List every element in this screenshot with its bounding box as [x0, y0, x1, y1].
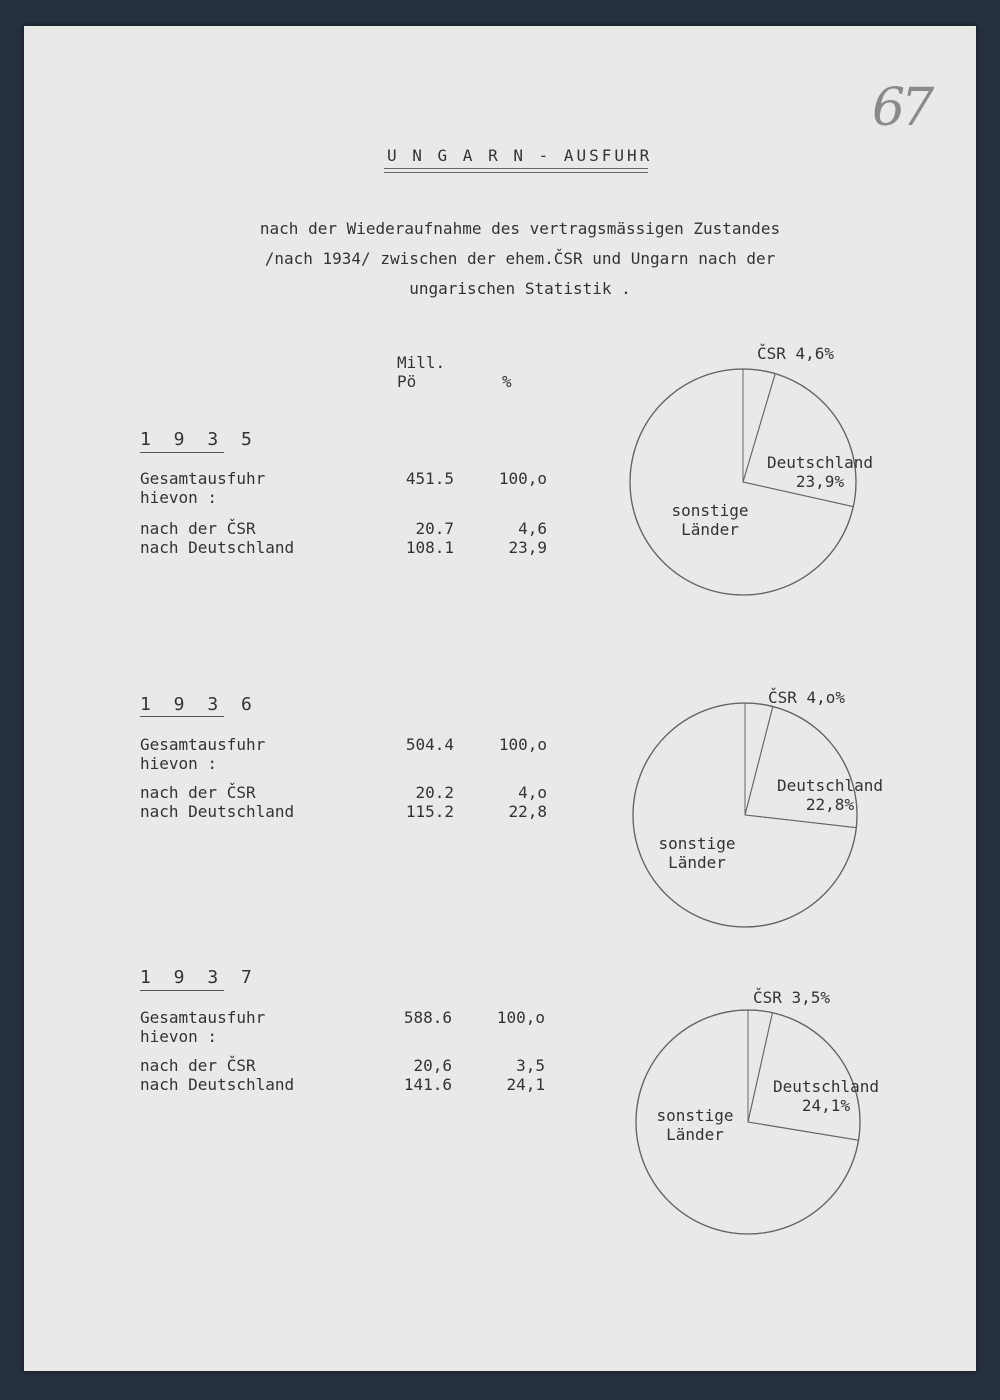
label-de: nach Deutschland	[140, 1075, 295, 1094]
pie-label-de-name: Deutschland	[777, 776, 883, 795]
pie-label-sonstige	[642, 834, 752, 872]
csr-percent: 4,o	[518, 783, 547, 802]
pie-label-de-pct: 24,1%	[801, 1096, 851, 1115]
pie-label-rest-1: sonstige	[671, 501, 749, 520]
de-value: 115.2	[405, 802, 454, 821]
label-hievon: hievon :	[140, 1027, 218, 1046]
pie-label-de-pct: 22,8%	[805, 795, 855, 814]
label-de: nach Deutschland	[140, 802, 295, 821]
total-percent: 100,o	[498, 469, 547, 488]
total-value: 588.6	[403, 1008, 452, 1027]
pie-label-deutschland	[760, 1077, 892, 1115]
pie-label-deutschland	[765, 776, 895, 814]
column-header-unit-line2: Pö	[397, 372, 417, 391]
year-heading: 1 9 3 5	[140, 429, 258, 450]
pie-label-deutschland	[755, 453, 885, 491]
column-header-unit-line1: Mill.	[397, 353, 446, 372]
pie-label-csr: ČSR 4,o%	[768, 688, 846, 707]
label-hievon: hievon :	[140, 754, 218, 773]
pie-chart-1936	[633, 703, 857, 927]
label-total: Gesamtausfuhr	[140, 469, 266, 488]
label-de: nach Deutschland	[140, 538, 295, 557]
pie-label-sonstige	[640, 1106, 750, 1144]
pie-label-de-name: Deutschland	[767, 453, 873, 472]
de-value: 141.6	[403, 1075, 452, 1094]
label-total: Gesamtausfuhr	[140, 735, 266, 754]
document-title: U N G A R N - AUSFUHR	[387, 146, 653, 165]
pie-label-csr: ČSR 4,6%	[757, 344, 835, 363]
total-value: 504.4	[405, 735, 454, 754]
pie-label-rest-1: sonstige	[658, 834, 736, 853]
de-percent: 23,9	[508, 538, 547, 557]
de-value: 108.1	[405, 538, 454, 557]
label-csr: nach der ČSR	[140, 783, 256, 802]
year-heading: 1 9 3 7	[140, 967, 258, 988]
de-percent: 22,8	[508, 802, 547, 821]
csr-percent: 3,5	[516, 1056, 545, 1075]
subtitle-line-3: ungarischen Statistik .	[409, 279, 631, 298]
pie-label-csr: ČSR 3,5%	[753, 988, 831, 1007]
pie-label-rest-2: Länder	[666, 1125, 724, 1144]
year-heading: 1 9 3 6	[140, 694, 258, 715]
pie-label-sonstige	[655, 501, 765, 539]
pie-label-rest-1: sonstige	[656, 1106, 734, 1125]
total-value: 451.5	[405, 469, 454, 488]
subtitle-line-2: /nach 1934/ zwischen der ehem.ČSR und Ungarn nach der	[264, 249, 776, 268]
column-header-percent: %	[502, 372, 512, 391]
label-csr: nach der ČSR	[140, 519, 256, 538]
pie-label-rest-2: Länder	[668, 853, 726, 872]
label-hievon: hievon :	[140, 488, 218, 507]
folio-number: 67	[872, 78, 931, 138]
pie-label-de-pct: 23,9%	[795, 472, 845, 491]
pie-label-de-name: Deutschland	[773, 1077, 879, 1096]
label-total: Gesamtausfuhr	[140, 1008, 266, 1027]
csr-value: 20,6	[413, 1056, 452, 1075]
csr-value: 20.7	[415, 519, 454, 538]
subtitle-line-1: nach der Wiederaufnahme des vertragsmässigen Zustandes	[259, 219, 781, 238]
csr-percent: 4,6	[518, 519, 547, 538]
csr-value: 20.2	[415, 783, 454, 802]
slice-sonstige	[633, 703, 856, 927]
pie-label-rest-2: Länder	[681, 520, 739, 539]
label-csr: nach der ČSR	[140, 1056, 256, 1075]
total-percent: 100,o	[498, 735, 547, 754]
total-percent: 100,o	[496, 1008, 545, 1027]
de-percent: 24,1	[506, 1075, 545, 1094]
